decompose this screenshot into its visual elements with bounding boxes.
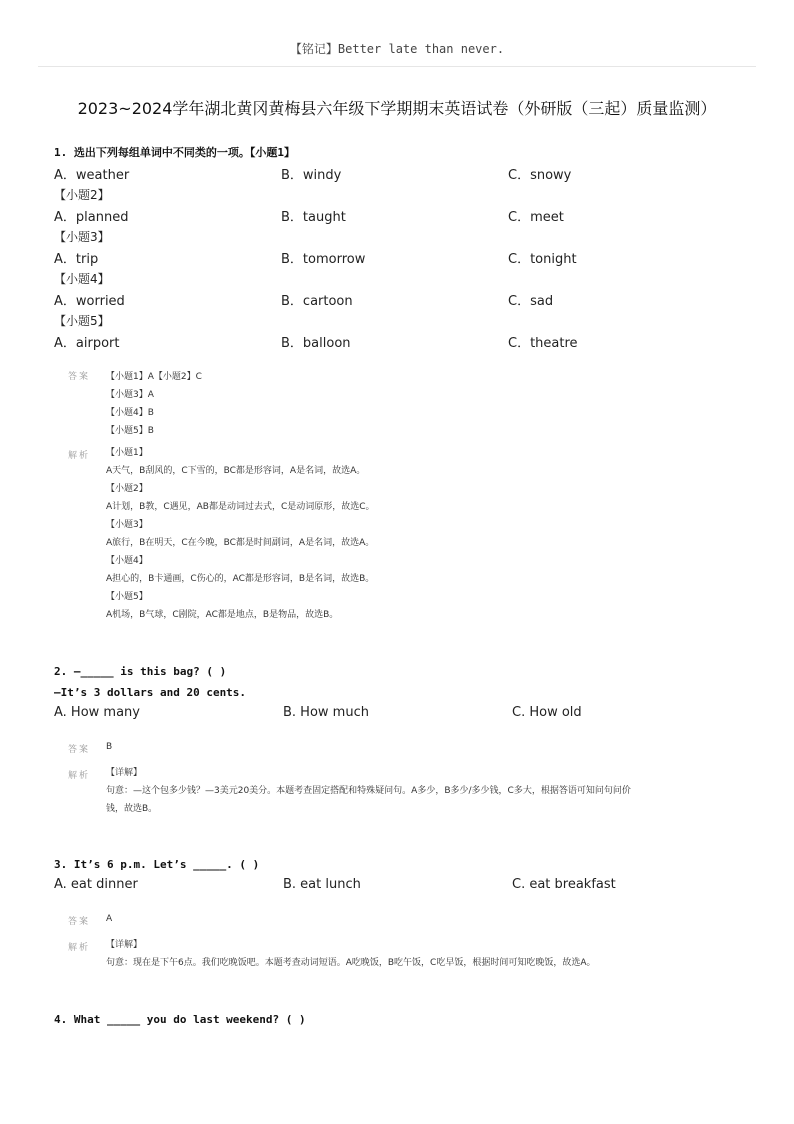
q3-analysis-line: 句意：现在是下午6点。我们吃晚饭吧。本题考查动词短语。A吃晚饭，B吃午饭，C吃早饭，根据时间可知吃晚饭，故选A。 <box>106 958 596 968</box>
q3-option-c: C. eat breakfast <box>512 877 616 892</box>
q1-analysis-line: 【小题3】 <box>106 520 148 530</box>
q1-answer-line: 【小题1】A【小题2】C <box>106 372 202 382</box>
q1-answer-line: 【小题5】B <box>106 426 154 436</box>
q1-g5-option-a: A．airport <box>54 336 120 351</box>
q2-analysis-line: 【详解】 <box>106 768 143 778</box>
q2-option-a: A. How many <box>54 705 140 720</box>
q1-g3-option-a: A．trip <box>54 252 99 267</box>
q3-option-a: A. eat dinner <box>54 877 138 892</box>
q3-option-b: B. eat lunch <box>283 877 361 892</box>
q3-answer-label: 答案 <box>68 917 91 927</box>
q3-answer: A <box>106 914 113 924</box>
q1-g1-option-c: C．snowy <box>508 168 572 183</box>
q1-analysis-line: A旅行，B在明天，C在今晚，BC都是时间副词，A是名词，故选A。 <box>106 538 375 548</box>
header-motto: 【铭记】Better late than never. <box>289 42 505 56</box>
q2-answer-label: 答案 <box>68 745 91 755</box>
q1-g4-option-a: A．worried <box>54 294 125 309</box>
question-2-stem: 2. —_____ is this bag? ( ) <box>54 665 227 678</box>
question-4-stem: 4. What _____ you do last weekend? ( ) <box>54 1013 306 1026</box>
q1-g1-option-b: B．windy <box>281 168 342 183</box>
q1-g5-option-b: B．balloon <box>281 336 351 351</box>
q1-g3-option-b: B．tomorrow <box>281 252 366 267</box>
q1-analysis-label: 解析 <box>68 451 91 461</box>
q1-analysis-line: 【小题4】 <box>106 556 148 566</box>
q1-analysis-line: A计划，B教，C遇见，AB都是动词过去式，C是动词原形，故选C。 <box>106 502 375 512</box>
header-divider <box>38 66 756 67</box>
q2-option-b: B. How much <box>283 705 369 720</box>
q1-answer-line: 【小题4】B <box>106 408 154 418</box>
q1-analysis-line: A天气，B刮风的，C下雪的，BC都是形容词，A是名词，故选A。 <box>106 466 366 476</box>
q1-subquestion-5-label: 【小题5】 <box>54 314 110 328</box>
q2-analysis-line: 钱，故选B。 <box>106 804 158 814</box>
q2-option-c: C. How old <box>512 705 582 720</box>
question-1-stem: 1. 选出下列每组单词中不同类的一项。【小题1】 <box>54 146 295 159</box>
q1-g2-option-b: B．taught <box>281 210 346 225</box>
q1-subquestion-2-label: 【小题2】 <box>54 188 110 202</box>
q2-analysis-label: 解析 <box>68 771 91 781</box>
q1-analysis-line: 【小题2】 <box>106 484 148 494</box>
q3-analysis-line: 【详解】 <box>106 940 143 950</box>
q1-g4-option-b: B．cartoon <box>281 294 353 309</box>
q1-g1-option-a: A．weather <box>54 168 130 183</box>
q1-subquestion-4-label: 【小题4】 <box>54 272 110 286</box>
q1-analysis-line: A担心的，B卡通画，C伤心的，AC都是形容词，B是名词，故选B。 <box>106 574 375 584</box>
q2-analysis-line: 句意：—这个包多少钱？—3美元20美分。本题考查固定搭配和特殊疑问句。A多少，B多少/多少钱，C多大，根据答语可知问句问价 <box>106 786 631 796</box>
question-3-stem: 3. It’s 6 p.m. Let’s _____. ( ) <box>54 858 260 871</box>
q2-answer: B <box>106 742 113 752</box>
q1-answer-label: 答案 <box>68 372 91 382</box>
q1-analysis-line: 【小题5】 <box>106 592 148 602</box>
q1-g2-option-c: C．meet <box>508 210 564 225</box>
q1-g5-option-c: C．theatre <box>508 336 578 351</box>
q1-g4-option-c: C．sad <box>508 294 554 309</box>
q1-answer-line: 【小题3】A <box>106 390 154 400</box>
page-title: 2023~2024学年湖北黄冈黄梅县六年级下学期期末英语试卷（外研版（三起）质量监测） <box>77 99 717 118</box>
q1-analysis-line: 【小题1】 <box>106 448 148 458</box>
q1-subquestion-3-label: 【小题3】 <box>54 230 110 244</box>
question-2-reply: —It’s 3 dollars and 20 cents. <box>54 686 247 699</box>
q3-analysis-label: 解析 <box>68 943 91 953</box>
q1-g3-option-c: C．tonight <box>508 252 577 267</box>
q1-analysis-line: A机场，B气球，C剧院，AC都是地点，B是物品，故选B。 <box>106 610 339 620</box>
q1-g2-option-a: A．planned <box>54 210 129 225</box>
